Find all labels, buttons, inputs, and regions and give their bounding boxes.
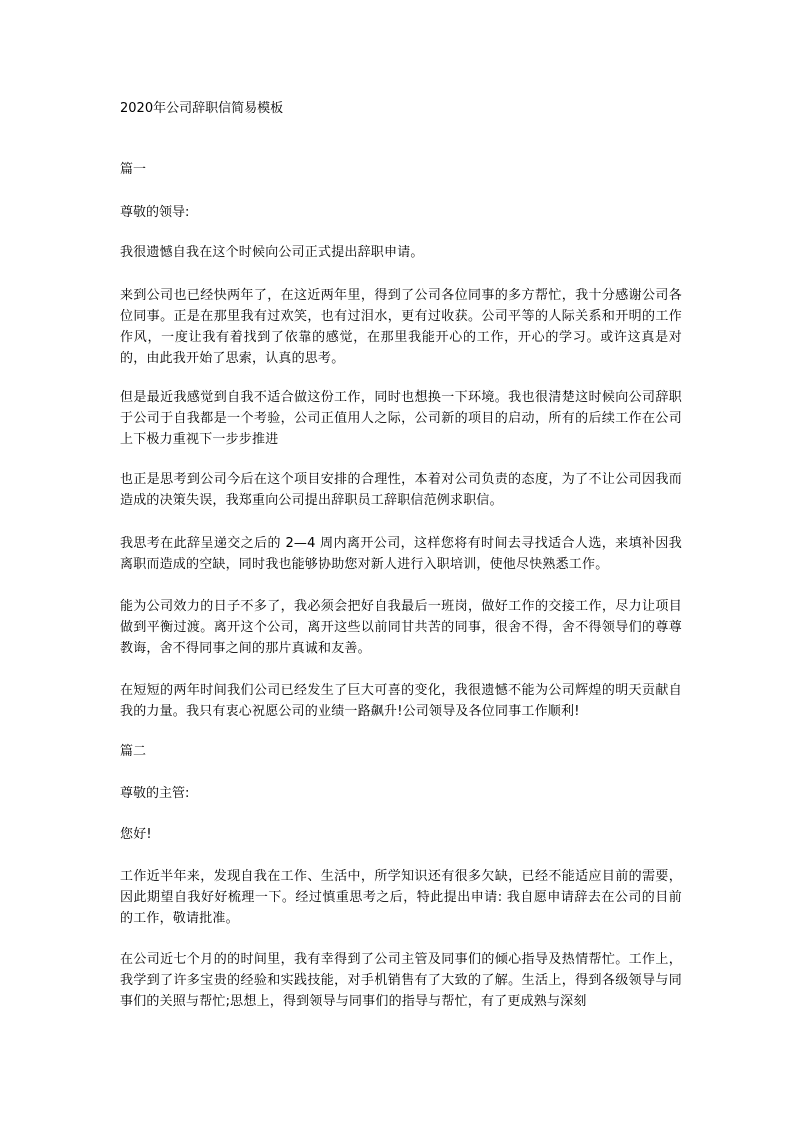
salutation-2: 尊敬的主管: <box>120 786 190 801</box>
paragraph: 也正是思考到公司今后在这个项目安排的合理性，本着对公司负责的态度，为了不让公司因我而造成的决策失误，我郑重向公司提出辞职员工辞职信范例求职信。 <box>120 472 682 508</box>
paragraph: 在公司近七个月的的时间里，我有幸得到了公司主管及同事们的倾心指导及热情帮忙。工作上，我学到了许多宝贵的经验和实践技能，对手机销售有了大致的了解。生活上，得到各级领导与同事们的关照与帮忙;思想上，得到领导与同事们的指导与帮忙，有了更成熟与深刻 <box>120 952 682 1009</box>
paragraph: 在短短的两年时间我们公司已经发生了巨大可喜的变化，我很遗憾不能为公司辉煌的明天贡献自我的力量。我只有衷心祝愿公司的业绩一路飙升!公司领导及各位同事工作顺利! <box>120 683 682 719</box>
paragraph: 但是最近我感觉到自我不适合做这份工作，同时也想换一下环境。我也很清楚这时候向公司辞职于公司于自我都是一个考验，公司正值用人之际，公司新的项目的启动，所有的后续工作在公司上下极力重视下一步步推进 <box>120 390 682 447</box>
paragraph: 我思考在此辞呈递交之后的 2—4 周内离开公司，这样您将有时间去寻找适合人选，来填补因我离职而造成的空缺，同时我也能够协助您对新人进行入职培训，使他尽快熟悉工作。 <box>120 536 682 572</box>
section-heading-2: 篇二 <box>120 744 147 759</box>
paragraph: 工作近半年来，发现自我在工作、生活中，所学知识还有很多欠缺，已经不能适应目前的需要，因此期望自我好好梳理一下。经过慎重思考之后，特此提出申请: 我自愿申请辞去在公司的目前的工作，敬请批准。 <box>120 869 682 926</box>
document-page <box>120 0 682 1123</box>
document-title: 2020年公司辞职信简易模板 <box>120 101 284 116</box>
section-heading-1: 篇一 <box>120 162 147 177</box>
paragraph: 您好! <box>120 827 152 842</box>
salutation-1: 尊敬的领导: <box>120 205 190 220</box>
paragraph: 来到公司也已经快两年了，在这近两年里，得到了公司各位同事的多方帮忙，我十分感谢公司各位同事。正是在那里我有过欢笑，也有过泪水，更有过收获。公司平等的人际关系和开明的工作作风，一度让我有着找到了依靠的感觉，在那里我能开心的工作，开心的学习。或许这真是对的，由此我开始了思索，认真的思考。 <box>120 288 682 366</box>
paragraph: 能为公司效力的日子不多了，我必须会把好自我最后一班岗，做好工作的交接工作，尽力让项目做到平衡过渡。离开这个公司，离开这些以前同甘共苦的同事，很舍不得，舍不得领导们的尊尊教诲，舍不得同事之间的那片真诚和友善。 <box>120 599 682 656</box>
paragraph: 我很遗憾自我在这个时候向公司正式提出辞职申请。 <box>120 245 424 260</box>
